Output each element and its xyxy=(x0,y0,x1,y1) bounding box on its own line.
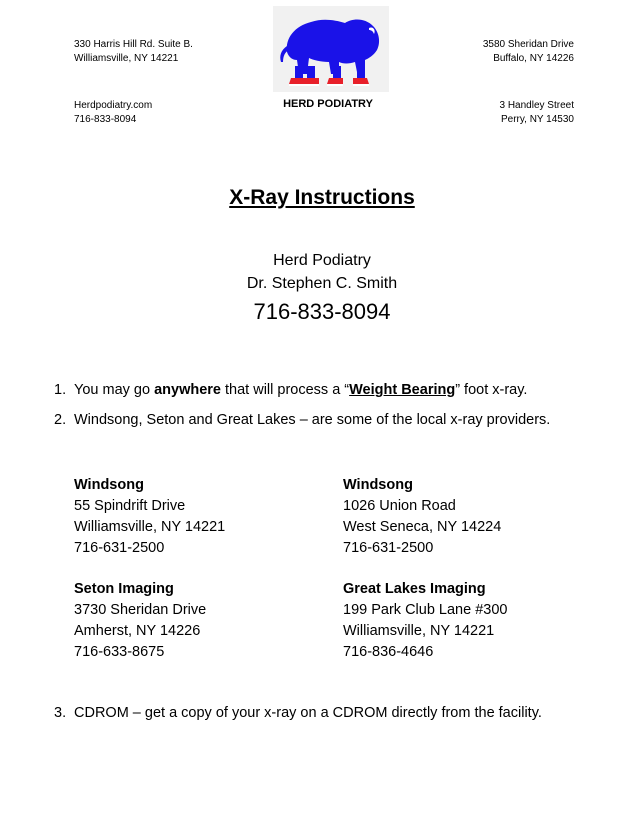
practice-name-line: Herd Podiatry xyxy=(273,252,371,269)
address-line: Williamsville, NY 14221 xyxy=(74,53,179,64)
step-1: 1. You may go anywhere that will process a “Weight Bearing” foot x-ray. xyxy=(54,382,528,398)
practice-name: HERD PODIATRY xyxy=(283,98,373,110)
provider-name: Great Lakes Imaging xyxy=(343,581,486,597)
provider-city: Amherst, NY 14226 xyxy=(74,623,201,639)
provider-name: Seton Imaging xyxy=(74,581,174,597)
address-line: 3580 Sheridan Drive xyxy=(482,39,574,50)
provider-street: 199 Park Club Lane #300 xyxy=(343,602,508,618)
provider-phone: 716-836-4646 xyxy=(343,644,434,660)
address-line: 330 Harris Hill Rd. Suite B. xyxy=(74,39,193,50)
step-2: 2. Windsong, Seton and Great Lakes – are some of the local x-ray providers. xyxy=(54,412,551,428)
step-3: 3. CDROM – get a copy of your x-ray on a CDROM directly from the facility. xyxy=(54,705,542,721)
provider-street: 55 Spindrift Drive xyxy=(74,498,186,514)
practice-phone: 716-833-8094 xyxy=(253,299,391,324)
provider-seton-imaging xyxy=(74,579,206,663)
provider-windsong-union xyxy=(343,475,501,559)
provider-great-lakes-imaging xyxy=(343,579,507,663)
provider-name: Windsong xyxy=(74,477,144,493)
provider-city: Williamsville, NY 14221 xyxy=(74,519,226,535)
contact-info xyxy=(74,99,152,127)
emphasis-anywhere: anywhere xyxy=(154,382,221,398)
provider-phone: 716-631-2500 xyxy=(74,540,165,556)
website-link[interactable]: Herdpodiatry.com xyxy=(74,100,153,111)
address-line: Perry, NY 14530 xyxy=(500,114,574,125)
step-number: 3. xyxy=(54,705,67,721)
provider-phone: 716-631-2500 xyxy=(343,540,434,556)
provider-windsong-spindrift xyxy=(74,475,225,559)
provider-city: Williamsville, NY 14221 xyxy=(343,623,495,639)
step-number: 1. xyxy=(54,382,67,398)
provider-name: Windsong xyxy=(343,477,413,493)
buffalo-logo-icon xyxy=(273,6,389,92)
page-title: X-Ray Instructions xyxy=(229,186,415,209)
provider-street: 1026 Union Road xyxy=(343,498,456,514)
address-perry xyxy=(404,99,574,127)
address-line: Buffalo, NY 14226 xyxy=(493,53,574,64)
provider-street: 3730 Sheridan Drive xyxy=(74,602,207,618)
provider-city: West Seneca, NY 14224 xyxy=(343,519,502,535)
address-line: 3 Handley Street xyxy=(499,100,574,111)
address-harris-hill xyxy=(74,38,193,66)
address-sheridan xyxy=(404,38,574,66)
emphasis-weight-bearing: Weight Bearing xyxy=(349,382,456,398)
contact-phone: 716-833-8094 xyxy=(74,114,137,125)
provider-phone: 716-633-8675 xyxy=(74,644,165,660)
doctor-name: Dr. Stephen C. Smith xyxy=(246,275,398,292)
step-number: 2. xyxy=(54,412,67,428)
